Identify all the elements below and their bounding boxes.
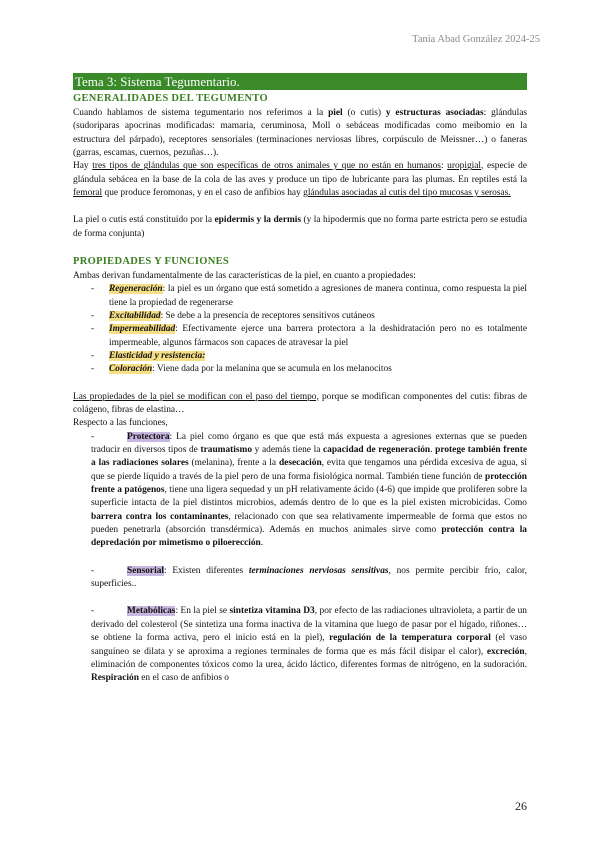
- function-sensorial: [73, 565, 527, 592]
- bold-text: excreción: [486, 646, 525, 657]
- text: Cuando hablamos de sistema tegumentario nos referimos a la: [73, 107, 329, 118]
- highlight-label: Protectora: [127, 431, 170, 442]
- text: :: [440, 161, 448, 172]
- text: (o cutis): [342, 107, 386, 118]
- highlight-label: Metabólicas: [127, 606, 176, 617]
- bold-text: piel: [328, 107, 343, 118]
- bold-text: capacidad de regeneración: [322, 445, 431, 456]
- dash: -: [91, 606, 95, 617]
- dash: -: [91, 565, 95, 576]
- text: y además tiene la: [252, 445, 323, 456]
- function-metabolicas: [73, 605, 527, 685]
- underlined-text: femoral: [73, 187, 103, 198]
- page-content: [73, 73, 527, 686]
- list-item: [73, 310, 527, 323]
- highlight-colon: :: [202, 350, 206, 361]
- text: , tiene una ligera sequedad y un pH relativamente ácido (4-6) que impide que proliferen sobre la superficie intacta de la piel distintos microbios, además dentro de lo que es la piel existen microbicidas. Como: [91, 485, 527, 509]
- dash: -: [91, 431, 95, 442]
- section-heading-generalidades: GENERALIDADES DEL TEGUMENTO: [73, 93, 269, 104]
- list-item: [73, 363, 527, 376]
- text: : Viene dada por la melanina que se acumula en los melanocitos: [152, 364, 392, 375]
- text: : la piel es un órgano que está sometido a agresiones de manera continua, como respuesta la piel tiene la propiedad de regenerarse: [109, 284, 527, 308]
- highlight-label: Excitabilidad: [109, 310, 161, 321]
- paragraph-glands: [73, 160, 527, 200]
- text: : La piel como órgano es que que está más expuesta a agresiones externas que se pueden traducir en diversos tipos de: [91, 431, 527, 456]
- text: , nos permite percibir frío, calor, superficies..: [91, 565, 527, 590]
- text: , evita que tengamos una pérdida excesiva de agua, si que se pierde líquido a través de la piel pero de una forma fisiológica normal. También tiene función de: [91, 458, 528, 482]
- paragraph-respecto: Respecto a las funciones,: [73, 418, 168, 429]
- text: .: [260, 538, 264, 549]
- bold-text: sintetiza vitamina D3: [229, 606, 315, 617]
- list-item: [73, 283, 527, 310]
- paragraph-aging: [73, 391, 527, 418]
- bold-text: barrera contra los contaminantes: [91, 511, 229, 522]
- bold-text: desecación: [278, 458, 322, 469]
- bold-text: traumatismo: [200, 445, 253, 456]
- bold-italic-text: terminaciones nerviosas sensitivas: [248, 565, 389, 576]
- header-author: Tania Abad González 2024-25: [412, 34, 540, 45]
- bold-text: epidermis y la dermis: [214, 215, 302, 226]
- text: : Efectivamente ejerce una barrera protectora a la deshidratación pero no es totalmente impermeable, algunos fármacos son capaces de atravesar la piel: [109, 324, 527, 348]
- text: La piel o cutis está constituido por la: [73, 215, 215, 226]
- page-number: 26: [515, 799, 527, 813]
- paragraph-properties-intro: Ambas derivan fundamentalmente de las características de la piel, en cuanto a propiedades:: [73, 270, 416, 281]
- highlight-label: Coloración: [109, 364, 153, 375]
- text: : glándulas (sudoríparas apocrinas modificadas: mamaria, ceruminosa, Moll o sebáceas modificadas como meibomio en la estructura del párpado), receptores sensoriales (terminaciones nerviosas libres, corpúsculo de Meissner…) o faneras (garras, escamas, cuernos, pezuñas…).: [73, 107, 527, 158]
- text: (y la hipodermis que no forma parte estricta pero se estudia de forma conjunta): [73, 215, 527, 239]
- section-heading-propiedades: PROPIEDADES Y FUNCIONES: [73, 256, 230, 267]
- underlined-text: Las propiedades de la piel se modifican con el paso del tiempo,: [73, 391, 319, 402]
- text: que produce feromonas, y en el caso de anfibios hay: [102, 187, 304, 198]
- list-item: [73, 323, 527, 350]
- properties-list: [73, 283, 527, 376]
- underlined-text: tres tipos de glándulas que son específicas de otros animales y que no están en humanos: [92, 161, 441, 172]
- text: Hay: [73, 161, 93, 172]
- highlight-label: Sensorial: [127, 565, 164, 576]
- list-item: [73, 350, 527, 363]
- bold-text: y estructuras asociadas: [385, 107, 484, 118]
- text: , por efecto de las radiaciones ultravioleta, a partir de un derivado del colesterol (Se sintetiza una forma inactiva de la vitamina que luego de pasar por el hígado, riñones… se obtiene la forma activa, pero el inicio está en la piel),: [91, 606, 527, 644]
- bold-text: protección frente a patógenos: [91, 471, 527, 496]
- highlight-label: Regeneración: [109, 284, 163, 295]
- underlined-text: glándulas asociadas al cutis del tipo mucosas y serosas.: [303, 187, 511, 198]
- text: : Se debe a la presencia de receptores sensitivos cutáneos: [160, 310, 375, 321]
- text: .: [430, 445, 436, 456]
- text: en el caso de anfibios o: [138, 673, 229, 684]
- paragraph-definition: [73, 107, 527, 160]
- text: , eliminación de componentes tóxicos como la urea, ácido láctico, diferentes formas de nitrógeno, en la sudoración.: [91, 646, 527, 670]
- highlight-label: Impermeabilidad: [109, 324, 176, 335]
- text: (melanina), frente a la: [188, 458, 279, 469]
- bold-text: Respiración: [91, 673, 139, 684]
- chapter-title: Tema 3: Sistema Tegumentario.: [73, 73, 527, 90]
- bold-text: protege también frente a las radiaciones solares: [91, 445, 528, 469]
- bold-text: protección contra la depredación por mimetismo o piloerección: [91, 525, 527, 549]
- text: , relacionado con que sea relativamente impermeable de forma que estos no pueden penetrarla (absorción transdérmica). Además en muchos animales sirve como: [91, 511, 527, 536]
- text: : En la piel se: [175, 606, 230, 617]
- highlight-label: Elasticidad y resistencia: [109, 350, 203, 361]
- text: porque se modifican componentes del cutis: fibras de colágeno, fibras de elastina…: [73, 391, 527, 415]
- underlined-text: uropigial: [447, 161, 482, 172]
- text: , especie de glándula sebácea en la base de la cola de las aves y produce un tipo de lubricante para las plumas. En reptiles está la: [73, 161, 528, 185]
- function-protectora: [73, 431, 527, 551]
- text: (el vaso sanguíneo se dilata y se aproxima a regiones terminales de forma que es más fácil disipar el calor),: [91, 633, 527, 657]
- text: : Existen diferentes: [163, 565, 249, 576]
- bold-text: regulación de la temperatura corporal: [329, 633, 491, 644]
- paragraph-layers: [73, 214, 527, 241]
